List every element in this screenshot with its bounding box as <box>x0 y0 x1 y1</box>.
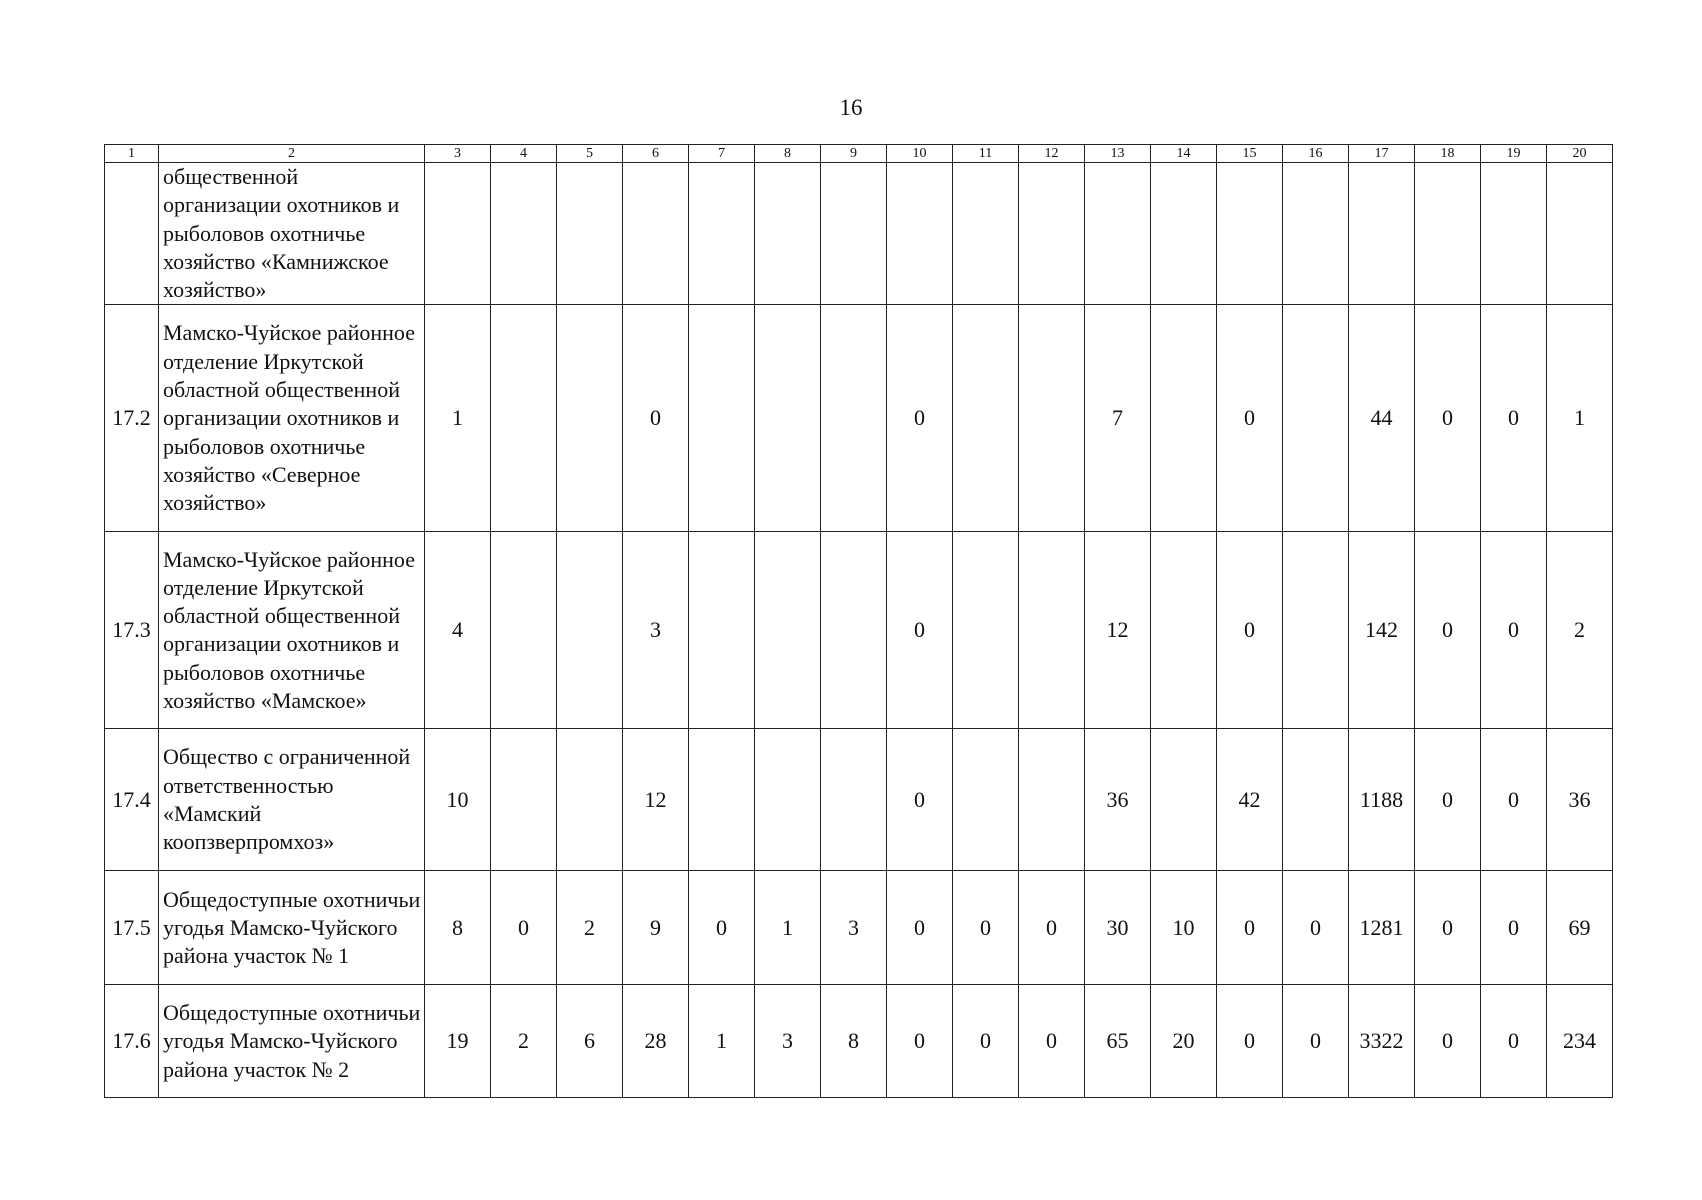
value-cell: 3 <box>755 985 821 1098</box>
value-cell: 10 <box>1151 871 1217 985</box>
value-cell: 0 <box>887 305 953 532</box>
value-cell <box>1151 729 1217 871</box>
column-number-header: 20 <box>1547 145 1613 163</box>
value-cell <box>1019 305 1085 532</box>
value-cell: 142 <box>1349 532 1415 729</box>
value-cell <box>953 729 1019 871</box>
value-cell: 30 <box>1085 871 1151 985</box>
value-cell: 7 <box>1085 305 1151 532</box>
organization-name-cell: Общедоступные охотничьи угодья Мамско-Чуйского района участок № 1 <box>159 871 425 985</box>
table-row <box>105 532 1613 729</box>
value-cell <box>755 532 821 729</box>
value-cell <box>1283 729 1349 871</box>
value-cell: 20 <box>1151 985 1217 1098</box>
value-cell <box>1547 163 1613 305</box>
value-cell: 0 <box>953 871 1019 985</box>
organization-name-cell: Общество с ограниченной ответственностью «Мамский коопзверпромхоз» <box>159 729 425 871</box>
value-cell <box>689 305 755 532</box>
value-cell <box>1151 163 1217 305</box>
column-number-header: 9 <box>821 145 887 163</box>
value-cell <box>1349 163 1415 305</box>
value-cell: 1 <box>755 871 821 985</box>
organization-name-cell: Мамско-Чуйское районное отделение Иркутской областной общественной организации охотников и рыболовов охотничье хозяйство «Мамское» <box>159 532 425 729</box>
value-cell: 2 <box>557 871 623 985</box>
value-cell <box>887 163 953 305</box>
value-cell: 0 <box>689 871 755 985</box>
value-cell <box>821 163 887 305</box>
column-number-header: 2 <box>159 145 425 163</box>
value-cell <box>1481 163 1547 305</box>
column-number-header: 11 <box>953 145 1019 163</box>
value-cell: 0 <box>1481 729 1547 871</box>
value-cell <box>557 729 623 871</box>
value-cell <box>821 532 887 729</box>
value-cell <box>755 305 821 532</box>
value-cell: 69 <box>1547 871 1613 985</box>
column-number-header: 8 <box>755 145 821 163</box>
table-row <box>105 985 1613 1098</box>
value-cell: 12 <box>1085 532 1151 729</box>
value-cell: 0 <box>1415 985 1481 1098</box>
value-cell: 4 <box>425 532 491 729</box>
data-table <box>104 144 1613 1098</box>
column-number-row <box>105 145 1613 163</box>
column-number-header: 14 <box>1151 145 1217 163</box>
value-cell: 0 <box>1415 729 1481 871</box>
value-cell: 0 <box>1481 871 1547 985</box>
value-cell: 44 <box>1349 305 1415 532</box>
value-cell: 1 <box>1547 305 1613 532</box>
table-row <box>105 729 1613 871</box>
row-number-cell: 17.2 <box>105 305 159 532</box>
value-cell: 36 <box>1547 729 1613 871</box>
value-cell: 0 <box>1283 871 1349 985</box>
value-cell <box>491 305 557 532</box>
value-cell <box>953 163 1019 305</box>
value-cell: 0 <box>1415 532 1481 729</box>
column-number-header: 1 <box>105 145 159 163</box>
table-row <box>105 871 1613 985</box>
value-cell: 1 <box>425 305 491 532</box>
column-number-header: 10 <box>887 145 953 163</box>
value-cell: 2 <box>1547 532 1613 729</box>
value-cell <box>491 729 557 871</box>
row-number-cell: 17.4 <box>105 729 159 871</box>
value-cell <box>1085 163 1151 305</box>
value-cell <box>953 305 1019 532</box>
value-cell: 1281 <box>1349 871 1415 985</box>
value-cell <box>1151 532 1217 729</box>
column-number-header: 6 <box>623 145 689 163</box>
value-cell: 0 <box>623 305 689 532</box>
value-cell: 1 <box>689 985 755 1098</box>
value-cell <box>557 163 623 305</box>
value-cell <box>1415 163 1481 305</box>
value-cell: 0 <box>1217 871 1283 985</box>
value-cell <box>1019 729 1085 871</box>
value-cell <box>557 532 623 729</box>
value-cell: 3 <box>821 871 887 985</box>
value-cell <box>689 532 755 729</box>
value-cell: 12 <box>623 729 689 871</box>
value-cell <box>491 163 557 305</box>
value-cell: 0 <box>1019 985 1085 1098</box>
value-cell: 8 <box>425 871 491 985</box>
value-cell: 0 <box>1217 985 1283 1098</box>
value-cell: 0 <box>1481 985 1547 1098</box>
value-cell <box>1019 532 1085 729</box>
value-cell: 0 <box>1217 532 1283 729</box>
table-row <box>105 305 1613 532</box>
value-cell <box>755 163 821 305</box>
column-number-header: 19 <box>1481 145 1547 163</box>
value-cell <box>1283 163 1349 305</box>
value-cell <box>1217 163 1283 305</box>
row-number-cell: 17.3 <box>105 532 159 729</box>
value-cell <box>1019 163 1085 305</box>
value-cell <box>425 163 491 305</box>
row-number-cell: 17.5 <box>105 871 159 985</box>
value-cell: 3322 <box>1349 985 1415 1098</box>
value-cell <box>689 163 755 305</box>
column-number-header: 5 <box>557 145 623 163</box>
value-cell: 0 <box>887 532 953 729</box>
column-number-header: 3 <box>425 145 491 163</box>
value-cell <box>689 729 755 871</box>
value-cell: 0 <box>1415 871 1481 985</box>
value-cell: 0 <box>887 729 953 871</box>
value-cell: 0 <box>1481 532 1547 729</box>
value-cell: 0 <box>491 871 557 985</box>
column-number-header: 18 <box>1415 145 1481 163</box>
value-cell: 0 <box>887 871 953 985</box>
value-cell <box>821 729 887 871</box>
value-cell: 10 <box>425 729 491 871</box>
value-cell <box>1283 305 1349 532</box>
value-cell <box>557 305 623 532</box>
row-number-cell: 17.6 <box>105 985 159 1098</box>
value-cell: 0 <box>953 985 1019 1098</box>
page-number: 16 <box>839 95 863 120</box>
value-cell: 19 <box>425 985 491 1098</box>
value-cell: 9 <box>623 871 689 985</box>
value-cell: 0 <box>1283 985 1349 1098</box>
value-cell: 1188 <box>1349 729 1415 871</box>
column-number-header: 4 <box>491 145 557 163</box>
value-cell: 42 <box>1217 729 1283 871</box>
value-cell: 6 <box>557 985 623 1098</box>
column-number-header: 15 <box>1217 145 1283 163</box>
organization-name-cell: Общедоступные охотничьи угодья Мамско-Чуйского района участок № 2 <box>159 985 425 1098</box>
organization-name-cell: Мамско-Чуйское районное отделение Иркутской областной общественной организации охотников и рыболовов охотничье хозяйство «Северное хозяйство» <box>159 305 425 532</box>
value-cell <box>623 163 689 305</box>
value-cell: 28 <box>623 985 689 1098</box>
value-cell: 65 <box>1085 985 1151 1098</box>
value-cell: 0 <box>1481 305 1547 532</box>
value-cell <box>1151 305 1217 532</box>
value-cell: 234 <box>1547 985 1613 1098</box>
value-cell: 36 <box>1085 729 1151 871</box>
value-cell: 8 <box>821 985 887 1098</box>
organization-name-cell: общественной организации охотников и рыболовов охотничье хозяйство «Камнижское хозяйство» <box>159 163 425 305</box>
value-cell <box>821 305 887 532</box>
value-cell: 2 <box>491 985 557 1098</box>
value-cell <box>1283 532 1349 729</box>
column-number-header: 13 <box>1085 145 1151 163</box>
column-number-header: 7 <box>689 145 755 163</box>
row-number-cell <box>105 163 159 305</box>
value-cell: 3 <box>623 532 689 729</box>
value-cell <box>755 729 821 871</box>
table-row <box>105 163 1613 305</box>
value-cell <box>953 532 1019 729</box>
value-cell <box>491 532 557 729</box>
column-number-header: 16 <box>1283 145 1349 163</box>
column-number-header: 17 <box>1349 145 1415 163</box>
column-number-header: 12 <box>1019 145 1085 163</box>
value-cell: 0 <box>887 985 953 1098</box>
value-cell: 0 <box>1415 305 1481 532</box>
value-cell: 0 <box>1019 871 1085 985</box>
value-cell: 0 <box>1217 305 1283 532</box>
